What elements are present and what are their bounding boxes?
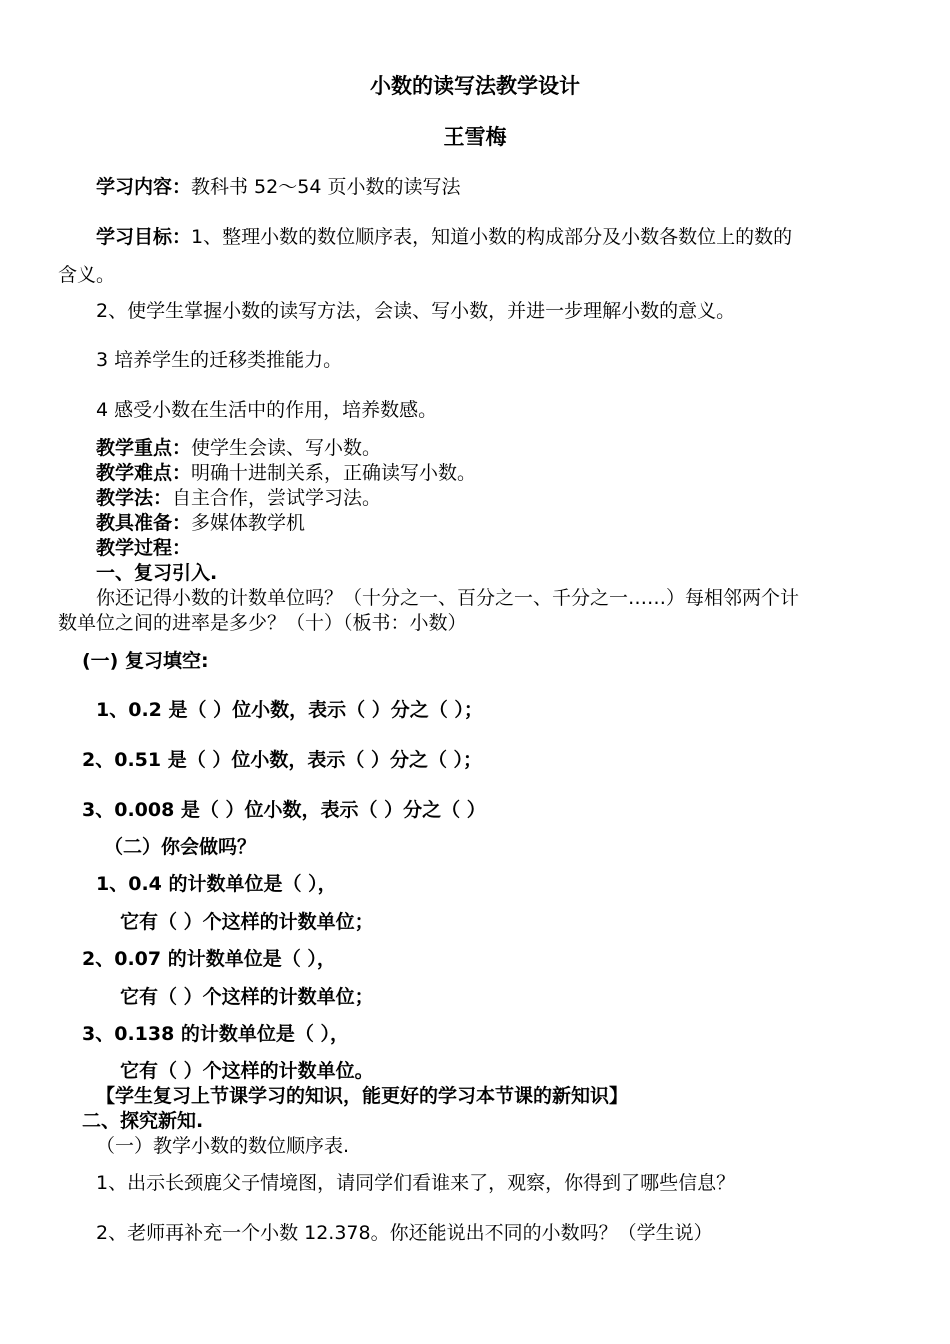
- key-line: [96, 437, 381, 460]
- goal4-text: 4 感受小数在生活中的作用，培养数感。: [96, 399, 438, 421]
- difficulty-label: 教学难点：: [96, 462, 192, 484]
- tools-label: 教具准备：: [96, 512, 192, 534]
- difficulty-text: 明确十进制关系，正确读写小数。: [191, 462, 477, 484]
- tools-line: [96, 512, 305, 535]
- step-2-text: 2、老师再补充一个小数 12.378。你还能说出不同的小数吗？（学生说）: [96, 1222, 713, 1244]
- tools-text: 多媒体教学机: [191, 512, 306, 534]
- method-text: 自主合作，尝试学习法。: [172, 487, 382, 509]
- step-1-text: 1、出示长颈鹿父子情境图，请同学们看谁来了，观察，你得到了哪些信息？: [96, 1172, 736, 1194]
- question-3a: 3、0.138 的计数单位是（ ），: [82, 1023, 350, 1045]
- intro-text: 你还记得小数的计数单位吗？（十分之一、百分之一、千分之一……）每相邻两个计: [96, 587, 800, 609]
- content-line: [96, 176, 460, 199]
- try-heading: （二）你会做吗？: [104, 836, 257, 858]
- section-1-heading: 一、复习引入.: [96, 562, 218, 584]
- question-1b: 它有（ ）个这样的计数单位；: [120, 911, 374, 933]
- question-2a: 2、0.07 的计数单位是（ ），: [82, 948, 336, 970]
- fill-item-1: 1、0.2 是（ ）位小数，表示（ ）分之（ ）；: [96, 699, 483, 721]
- goal2-text: 2、使学生掌握小数的读写方法，会读、写小数，并进一步理解小数的意义。: [96, 300, 736, 322]
- author-name: 王雪梅: [443, 125, 507, 149]
- question-1a: 1、0.4 的计数单位是（ ），: [96, 873, 337, 895]
- question-2b: 它有（ ）个这样的计数单位；: [120, 986, 374, 1008]
- goal1-text: 1、整理小数的数位顺序表，知道小数的构成部分及小数各数位上的数的: [191, 226, 793, 248]
- fill-item-2: 2、0.51 是（ ）位小数，表示（ ）分之（ ）；: [82, 749, 483, 771]
- question-3b: 它有（ ）个这样的计数单位。: [120, 1060, 374, 1082]
- goals-line: [96, 226, 792, 249]
- fill-item-3: 3、0.008 是（ ）位小数，表示（ ）分之（ ）: [82, 799, 486, 821]
- method-line: [96, 487, 381, 510]
- teaching-note: 【学生复习上节课学习的知识，能更好的学习本节课的新知识】: [96, 1085, 629, 1107]
- intro-text-continued: 数单位之间的进率是多少？（十）（板书：小数）: [58, 612, 467, 634]
- fill-heading: (一) 复习填空:: [82, 650, 209, 672]
- key-label: 教学重点：: [96, 437, 192, 459]
- key-text: 使学生会读、写小数。: [191, 437, 382, 459]
- section-2-heading: 二、探究新知.: [82, 1110, 204, 1132]
- goal3-text: 3 培养学生的迁移类推能力。: [96, 349, 343, 371]
- goal1-continued: 含义。: [58, 264, 116, 286]
- content-text: 教科书 52～54 页小数的读写法: [191, 176, 461, 198]
- document-title: 小数的读写法教学设计: [370, 74, 580, 98]
- content-label: 学习内容：: [96, 176, 192, 198]
- method-label: 教学法：: [96, 487, 173, 509]
- subsection-1-heading: （一）教学小数的数位顺序表.: [96, 1135, 350, 1157]
- difficulty-line: [96, 462, 476, 485]
- process-label: 教学过程：: [96, 537, 192, 559]
- goals-label: 学习目标：: [96, 226, 192, 248]
